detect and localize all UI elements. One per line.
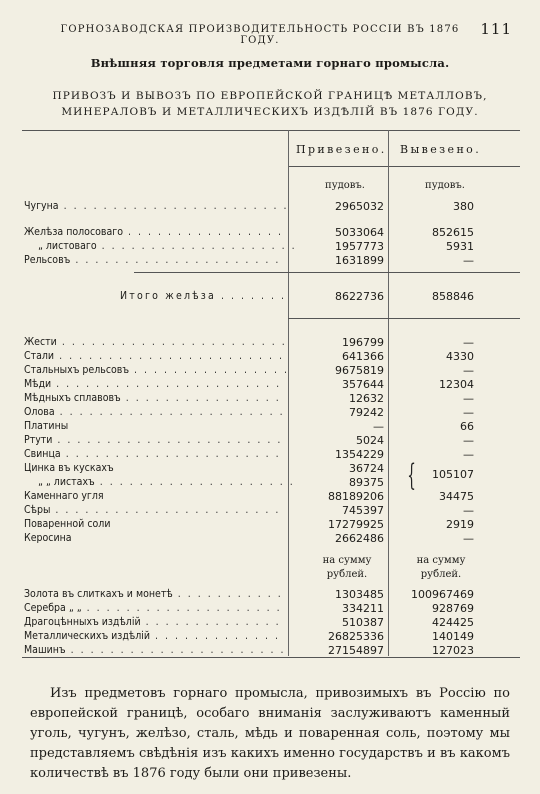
table-row [0,420,540,434]
exported-value: 852615 [432,226,474,239]
column-header-imported: Привезено. [296,143,387,156]
table-row [0,630,540,644]
exported-value: — [463,532,474,545]
exported-value: 100967469 [411,588,474,601]
table-row [0,532,540,546]
column-header-exported: Вывезено. [400,143,482,156]
row-label: Металлическихъ издѣлій . . . [24,630,286,642]
imported-value: 89375 [349,476,384,489]
table-row [0,254,540,268]
row-label: Ртути . . . [24,434,286,446]
table-row [0,602,540,616]
table-row [0,504,540,518]
exported-value: 66 [460,420,474,433]
table-row [0,448,540,462]
table-row [0,364,540,378]
row-label: Машинъ . . . [24,644,286,656]
subtotal-rule [134,272,520,273]
exported-value: 127023 [432,644,474,657]
row-label: Мѣди . . . [24,378,286,390]
row-label: Золота въ слиткахъ и монетѣ . . . [24,588,286,600]
money-unit-exported: на сумму рублей. [416,555,466,580]
imported-value: 1303485 [335,588,384,601]
imported-value: 1354229 [335,448,384,461]
row-label: Желѣза полосоваго . . . [24,226,286,238]
exported-value: 4330 [446,350,474,363]
imported-value: 27154897 [328,644,384,657]
exported-value: — [463,336,474,349]
section-rule [288,318,520,319]
unit-imported: пудовъ. [325,180,365,191]
table-subtitle: ПРИВОЗЪ И ВЫВОЗЪ ПО ЕВРОПЕЙСКОЙ ГРАНИЦѢ МЕТАЛЛОВЪ, МИНЕРАЛОВЪ И МЕТАЛЛИЧЕСКИХЪ ИЗДѢЛІЙ ВЪ 1876 ГОДУ. [52,90,488,118]
exported-value: 380 [453,200,474,213]
row-label: Свинца . . . [24,448,286,460]
total-exported-value: 858846 [432,290,474,303]
row-label: Каменнаго угля [24,490,104,502]
imported-value: 79242 [349,406,384,419]
exported-value: 34475 [439,490,474,503]
body-paragraph: Изъ предметовъ горнаго промысла, привозимыхъ въ Россію по европейской границѣ, особаго вниманія заслуживаютъ каменный уголь, чугунъ, желѣзо, сталь, мѣдь и поваренная соль, поэтому мы представляемъ свѣдѣнія изъ какихъ именно государствъ и въ какомъ количествѣ въ 1876 году были они привезены. [30,686,510,781]
exported-value: 928769 [432,602,474,615]
row-label: Стали . . . [24,350,286,362]
imported-value: 9675819 [335,364,384,377]
table-row [0,378,540,392]
total-imported-value: 8622736 [335,290,384,303]
unit-exported: пудовъ. [425,180,465,191]
total-row [0,290,540,304]
exported-value: — [463,434,474,447]
row-label: Мѣдныхъ сплавовъ . . . [24,392,286,404]
row-label: Платины [24,420,69,432]
table-row [0,240,540,254]
row-label: Чугуна . . . [24,200,286,212]
imported-value: — [373,420,384,433]
row-label: Стальныхъ рельсовъ . . . [24,364,286,376]
running-header [0,20,540,46]
zinc-brace: { [407,458,416,493]
table-top-rule [22,130,520,131]
imported-value: 357644 [342,378,384,391]
imported-value: 2662486 [335,532,384,545]
row-label: Серебра „ „ . . . [24,602,286,614]
imported-value: 17279925 [328,518,384,531]
row-label: Жести . . . [24,336,286,348]
exported-value: 424425 [432,616,474,629]
money-unit-imported: на сумму рублей. [322,555,372,580]
exported-value: — [463,448,474,461]
table-row [0,406,540,420]
row-label: Керосина [24,532,72,544]
row-label: Драгоцѣнныхъ издѣлій . . . [24,616,286,628]
table-row [0,350,540,364]
table-row [0,616,540,630]
table-row [0,644,540,658]
exported-value: 140149 [432,630,474,643]
imported-value: 88189206 [328,490,384,503]
imported-value: 5033064 [335,226,384,239]
section-title: Внѣшняя торговля предметами горнаго промысла. [90,56,450,70]
row-label: Поваренной соли [24,518,111,530]
imported-value: 2965032 [335,200,384,213]
page-number: 111 [480,20,512,38]
imported-value: 196799 [342,336,384,349]
exported-value: — [463,364,474,377]
exported-value: — [463,392,474,405]
imported-value: 745397 [342,504,384,517]
row-label: Олова . . . [24,406,286,418]
imported-value: 26825336 [328,630,384,643]
table-row [0,336,540,350]
exported-value: 12304 [439,378,474,391]
row-label: Рельсовъ . . . [24,254,286,266]
table-row [0,588,540,602]
row-label: „ „ листахъ . . . [24,476,300,488]
exported-value: — [463,504,474,517]
header-bottom-rule [288,166,520,167]
imported-value: 12632 [349,392,384,405]
table-row [0,200,540,214]
zinc-combined-export: 105107 [432,468,474,481]
table-row [0,392,540,406]
imported-value: 1631899 [335,254,384,267]
imported-value: 641366 [342,350,384,363]
table-row [0,518,540,532]
exported-value: — [463,406,474,419]
total-label: Итого желѣза . . . [120,290,288,302]
imported-value: 36724 [349,462,384,475]
imported-value: 1957773 [335,240,384,253]
table-row [0,434,540,448]
table-row [0,226,540,240]
exported-value: — [463,254,474,267]
row-label: Сѣры . . . [24,504,286,516]
imported-value: 510387 [342,616,384,629]
imported-value: 5024 [356,434,384,447]
row-label: Цинка въ кускахъ [24,462,114,474]
exported-value: 5931 [446,240,474,253]
imported-value: 334211 [342,602,384,615]
exported-value: 2919 [446,518,474,531]
zinc-combined-row [0,468,540,482]
running-title: ГОРНОЗАВОДСКАЯ ПРОИЗВОДИТЕЛЬНОСТЬ РОССІИ ВЪ 1876 ГОДУ. [60,24,460,46]
table-row [0,490,540,504]
row-label: „ листоваго . . . [24,240,300,252]
